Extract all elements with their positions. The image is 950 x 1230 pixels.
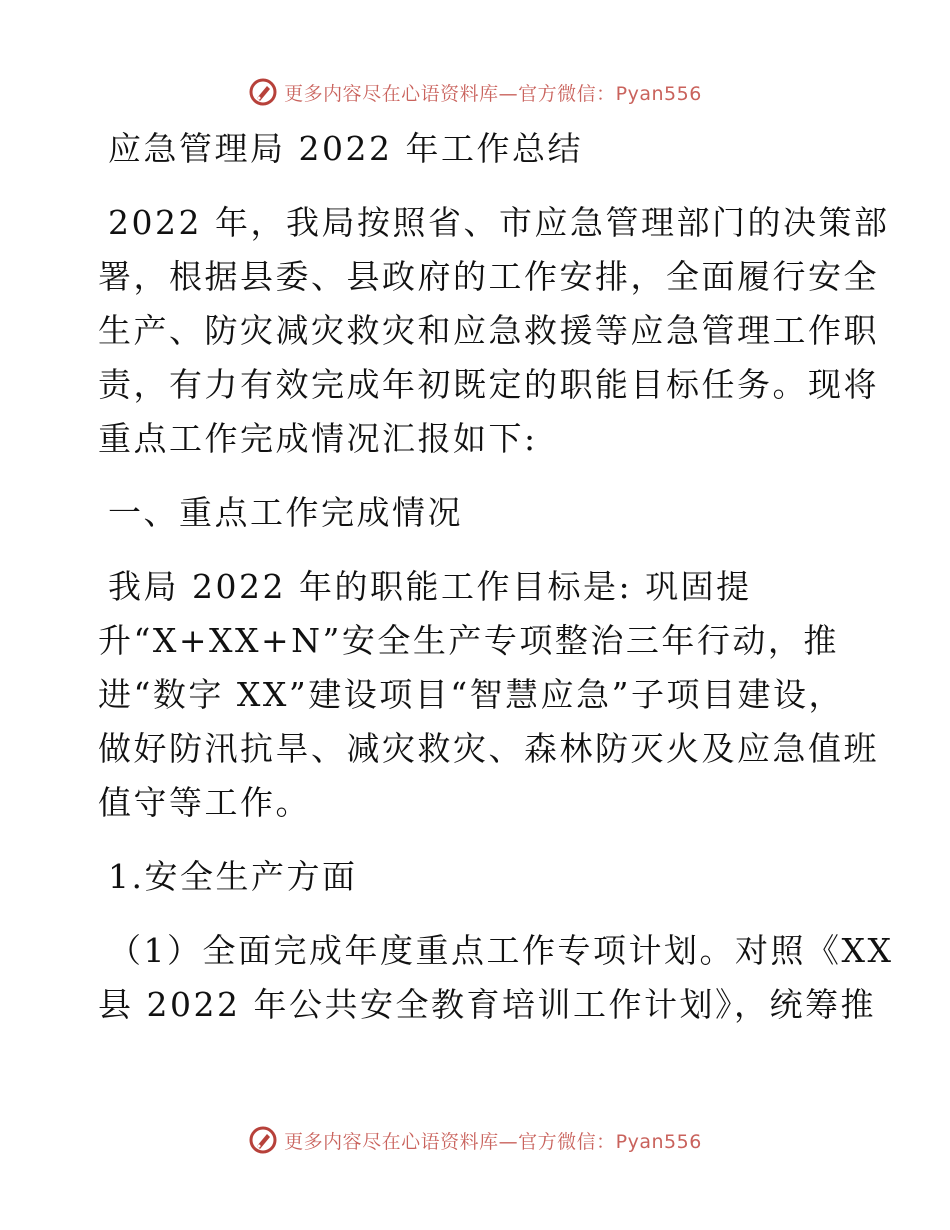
watermark-text: 更多内容尽在心语资料库—官方微信：Pyan556 [284,1130,702,1153]
watermark-banner-top [0,72,950,112]
section-paragraph [98,560,879,830]
intro-line: 重点工作完成情况汇报如下: [98,419,538,458]
watermark-text: 更多内容尽在心语资料库—官方微信：Pyan556 [284,82,702,105]
section-line: 做好防汛抗旱、减灾救灾、森林防灭火及应急值班 [98,729,879,768]
document-title: 应急管理局 2022 年工作总结 [108,129,583,168]
section-line: 我局 2022 年的职能工作目标是: 巩固提 [108,567,752,606]
section-line: 进“数字 XX”建设项目“智慧应急”子项目建设， [98,675,844,714]
intro-line: 署，根据县委、县政府的工作安排，全面履行安全 [98,257,879,296]
section-heading: 一、重点工作完成情况 [108,493,463,532]
pen-nib-circle-icon [248,77,278,107]
section-line: 升“X+XX+N”安全生产专项整治三年行动，推 [98,621,839,660]
intro-paragraph [98,196,890,466]
pen-nib-circle-icon [248,1125,278,1155]
intro-line: 责，有力有效完成年初既定的职能目标任务。现将 [98,365,879,404]
section-line: 值守等工作。 [98,783,311,822]
subsection-line: 县 2022 年公共安全教育培训工作计划》，统筹推 [98,985,876,1024]
subsection-line: （1）全面完成年度重点工作专项计划。对照《XX [108,931,894,970]
document-body [98,122,894,1032]
intro-line: 2022 年，我局按照省、市应急管理部门的决策部 [108,203,890,242]
subsection-heading: 1.安全生产方面 [108,857,358,896]
intro-line: 生产、防灾减灾救灾和应急救援等应急管理工作职 [98,311,879,350]
subsection-paragraph [98,924,894,1032]
watermark-banner-bottom [0,1120,950,1160]
